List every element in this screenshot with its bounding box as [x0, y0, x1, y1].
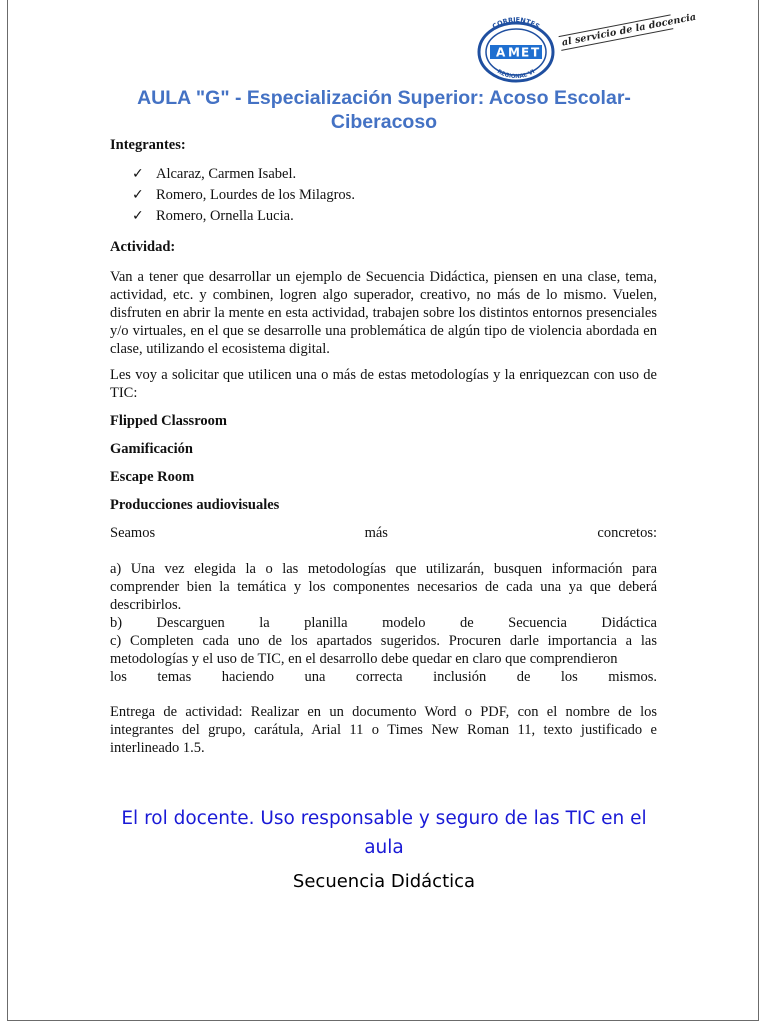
item-c: c) Completen cada uno de los apartados sugeridos. Procuren darle importancia a las metodologías y el uso de TIC, en el desarrollo debe quedar en claro que comprendieron [110, 633, 657, 667]
section-title-line1: El rol docente. Uso responsable y seguro de las TIC en el [121, 808, 647, 829]
method-gamificacion: Gamificación [110, 441, 193, 457]
section-title [60, 804, 708, 862]
logo-letter-t: T [531, 45, 540, 60]
members-list [132, 164, 657, 227]
logo-slogan: al servicio de la docencia [559, 14, 674, 50]
item-a: a) Una vez elegida la o las metodologías que utilizarán, busquen información para comprender bien la temática y los componentes necesarios de cada una ya que deberá describirlos. [110, 561, 657, 613]
logo-letter-a: A [496, 45, 506, 60]
item-c-last-line: los temas haciendo una correcta inclusión de los mismos. [110, 669, 657, 685]
checkmark-icon: ✓ [132, 166, 144, 182]
page-title [100, 86, 668, 134]
logo-letter-e: E [521, 45, 530, 60]
document-body [110, 136, 657, 757]
list-item: ✓ Romero, Lourdes de los Milagros. [132, 185, 657, 206]
method-escape-room: Escape Room [110, 469, 195, 485]
list-item: ✓ Romero, Ornella Lucia. [132, 206, 657, 227]
section-title-line2: aula [364, 837, 404, 858]
actividad-label: Actividad: [110, 239, 176, 255]
logo-bottom-text: REGIONAL VI [496, 68, 537, 81]
method-flipped-classroom: Flipped Classroom [110, 413, 227, 429]
item-b: b) Descarguen la planilla modelo de Secuencia Didáctica [110, 615, 657, 631]
checkmark-icon: ✓ [132, 187, 144, 203]
section-subtitle: Secuencia Didáctica [292, 871, 476, 892]
list-item: ✓ Alcaraz, Carmen Isabel. [132, 164, 657, 185]
activity-paragraph: Van a tener que desarrollar un ejemplo de Secuencia Didáctica, piensen en una clase, tema, actividad, etc. y combinen, logren algo superador, creativo, no más de lo mismo. Vuelen, disfruten en abrir la mente en esta actividad, trabajen sobre los distintos entornos presenciales y/o virtuales, en el que se desarrolle una problemática de algún tipo de violencia abordada en clase, utilizando el ecosistema digital. [110, 269, 657, 357]
methodologies-intro: Les voy a solicitar que utilicen una o más de estas metodologías y la enriquezcan con uso de TIC: [110, 367, 657, 401]
checkmark-icon: ✓ [132, 208, 144, 224]
logo-letter-m: M [508, 45, 520, 60]
seamos-line: Seamos más concretos: [110, 525, 657, 541]
page-title-line1: AULA "G" - Especialización Superior: Acoso Escolar- [137, 87, 631, 109]
entrega-paragraph: Entrega de actividad: Realizar en un documento Word o PDF, con el nombre de los integrantes del grupo, carátula, Arial 11 o Times New Roman 11, texto justificado e interlineado 1.5. [110, 704, 657, 756]
logo-top-text: CORRIENTES [490, 15, 542, 31]
page-title-line2: Ciberacoso [330, 111, 438, 133]
integrantes-label: Integrantes: [110, 137, 186, 153]
method-producciones: Producciones audiovisuales [110, 497, 280, 513]
